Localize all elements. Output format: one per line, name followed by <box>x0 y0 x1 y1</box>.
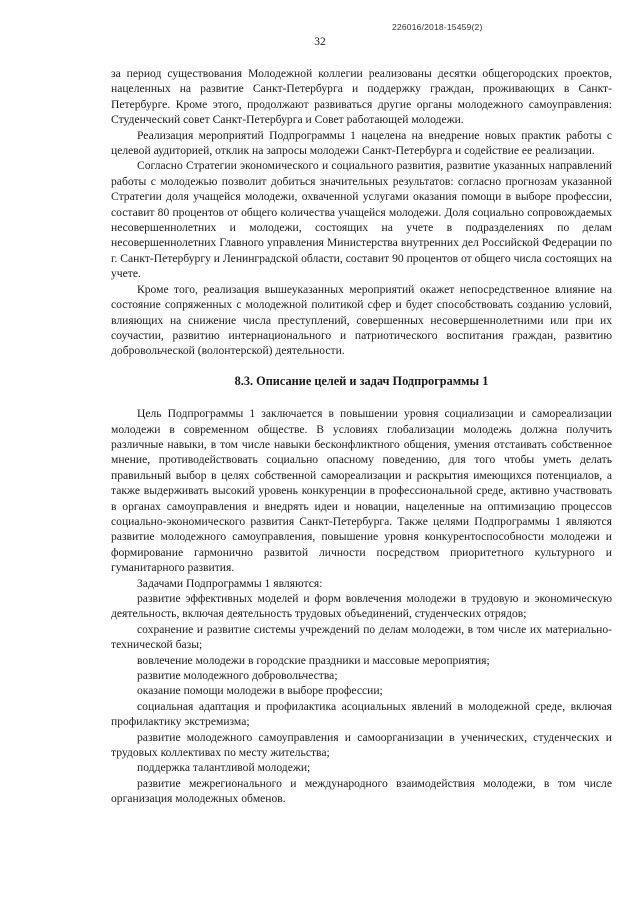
paragraph: Кроме того, реализация вышеуказанных мероприятий окажет непосредственное влияние на состояние сопряженных с молодежной политикой сфер и будет способствовать созданию условий, влияющих на снижение числа преступлений, совершенных несовершеннолетними или при их соучастии, развитию интернационального и патриотического воспитания граждан, развитию добровольческой (волонтерской) деятельности. <box>111 282 612 358</box>
task-list-item: поддержка талантливой молодежи; <box>137 761 311 775</box>
page-number: 32 <box>314 36 326 48</box>
goal-paragraph: Цель Подпрограммы 1 заключается в повышении уровня социализации и самореализации молодежи в современном обществе. В условиях глобализации молодежь должна получить различные навыки, в том числе навыки бесконфликтного общения, умения отстаивать собственное мнение, противодействовать социально опасному поведению, для того чтобы уметь делать правильный выбор в целях собственной самореализации и раскрытия имеющихся потенциалов, а также выдерживать высокий уровень конкуренции в профессиональной среде, активно участвовать в органах самоуправления и внедрять идеи и новации, нацеленные на оптимизацию процессов социально-экономического развития Санкт-Петербурга. Также целями Подпрограммы 1 являются развитие молодежного самоуправления, повышение уровня конкурентоспособности молодежи и формирование гармонично развитой личности посредством приоритетного культурного и гуманитарного развития. <box>111 407 612 575</box>
document-body <box>111 66 612 807</box>
task-list-item: развитие молодежного добровольчества; <box>137 669 338 683</box>
paragraph: Согласно Стратегии экономического и социального развития, развитие указанных направлений работы с молодежью позволит добиться значительных результатов: согласно прогнозам указанной Стратегии доля учащейся молодежи, охваченной услугами оказания помощи в выборе профессии, составит 80 процентов от общего количества учащейся молодежи. Доля социально сопровождаемых несовершеннолетних и молодежи, состоящих на учете в подразделениях по делам несовершеннолетних Главного управления Министерства внутренних дел Российской Федерации по г. Санкт-Петербургу и Ленинградской области, составит 90 процентов от общего числа состоящих на учете. <box>111 159 612 281</box>
task-list-item: вовлечение молодежи в городские праздники и массовые мероприятия; <box>137 653 490 667</box>
task-list-item: развитие межрегионального и международного взаимодействия молодежи, в том числе организация молодежных обменов. <box>111 776 612 806</box>
task-list-item: оказание помощи молодежи в выборе профессии; <box>137 684 383 698</box>
tasks-intro: Задачами Подпрограммы 1 являются: <box>137 576 323 590</box>
section-heading: 8.3. Описание целей и задач Подпрограммы 1 <box>234 373 489 388</box>
task-list-item: развитие молодежного самоуправления и самоорганизации в ученических, студенческих и трудовых коллективах по месту жительства; <box>111 730 612 760</box>
paragraph: Реализация мероприятий Подпрограммы 1 нацелена на внедрение новых практик работы с целевой аудиторией, отклик на запросы молодежи Санкт-Петербурга и содействие ее реализации. <box>111 128 612 158</box>
document-registration-number: 226016/2018-15459(2) <box>392 22 483 32</box>
task-list-item: развитие эффективных моделей и форм вовлечения молодежи в трудовую и экономическую деятельность, включая деятельность трудовых объединений, студенческих отрядов; <box>111 592 612 621</box>
paragraph: за период существования Молодежной коллегии реализованы десятки общегородских проектов, нацеленных на развитие Санкт-Петербурга и поддержку граждан, проживающих в Санкт-Петербурге. Кроме этого, продолжают развиваться другие органы молодежного самоуправления: Студенческий совет Санкт-Петербурга и Совет работающей молодежи. <box>111 67 612 127</box>
task-list-item: сохранение и развитие системы учреждений по делам молодежи, в том числе их материально-технической базы; <box>111 622 612 652</box>
task-list-item: социальная адаптация и профилактика асоциальных явлений в молодежной среде, включая профилактику экстремизма; <box>111 699 612 729</box>
